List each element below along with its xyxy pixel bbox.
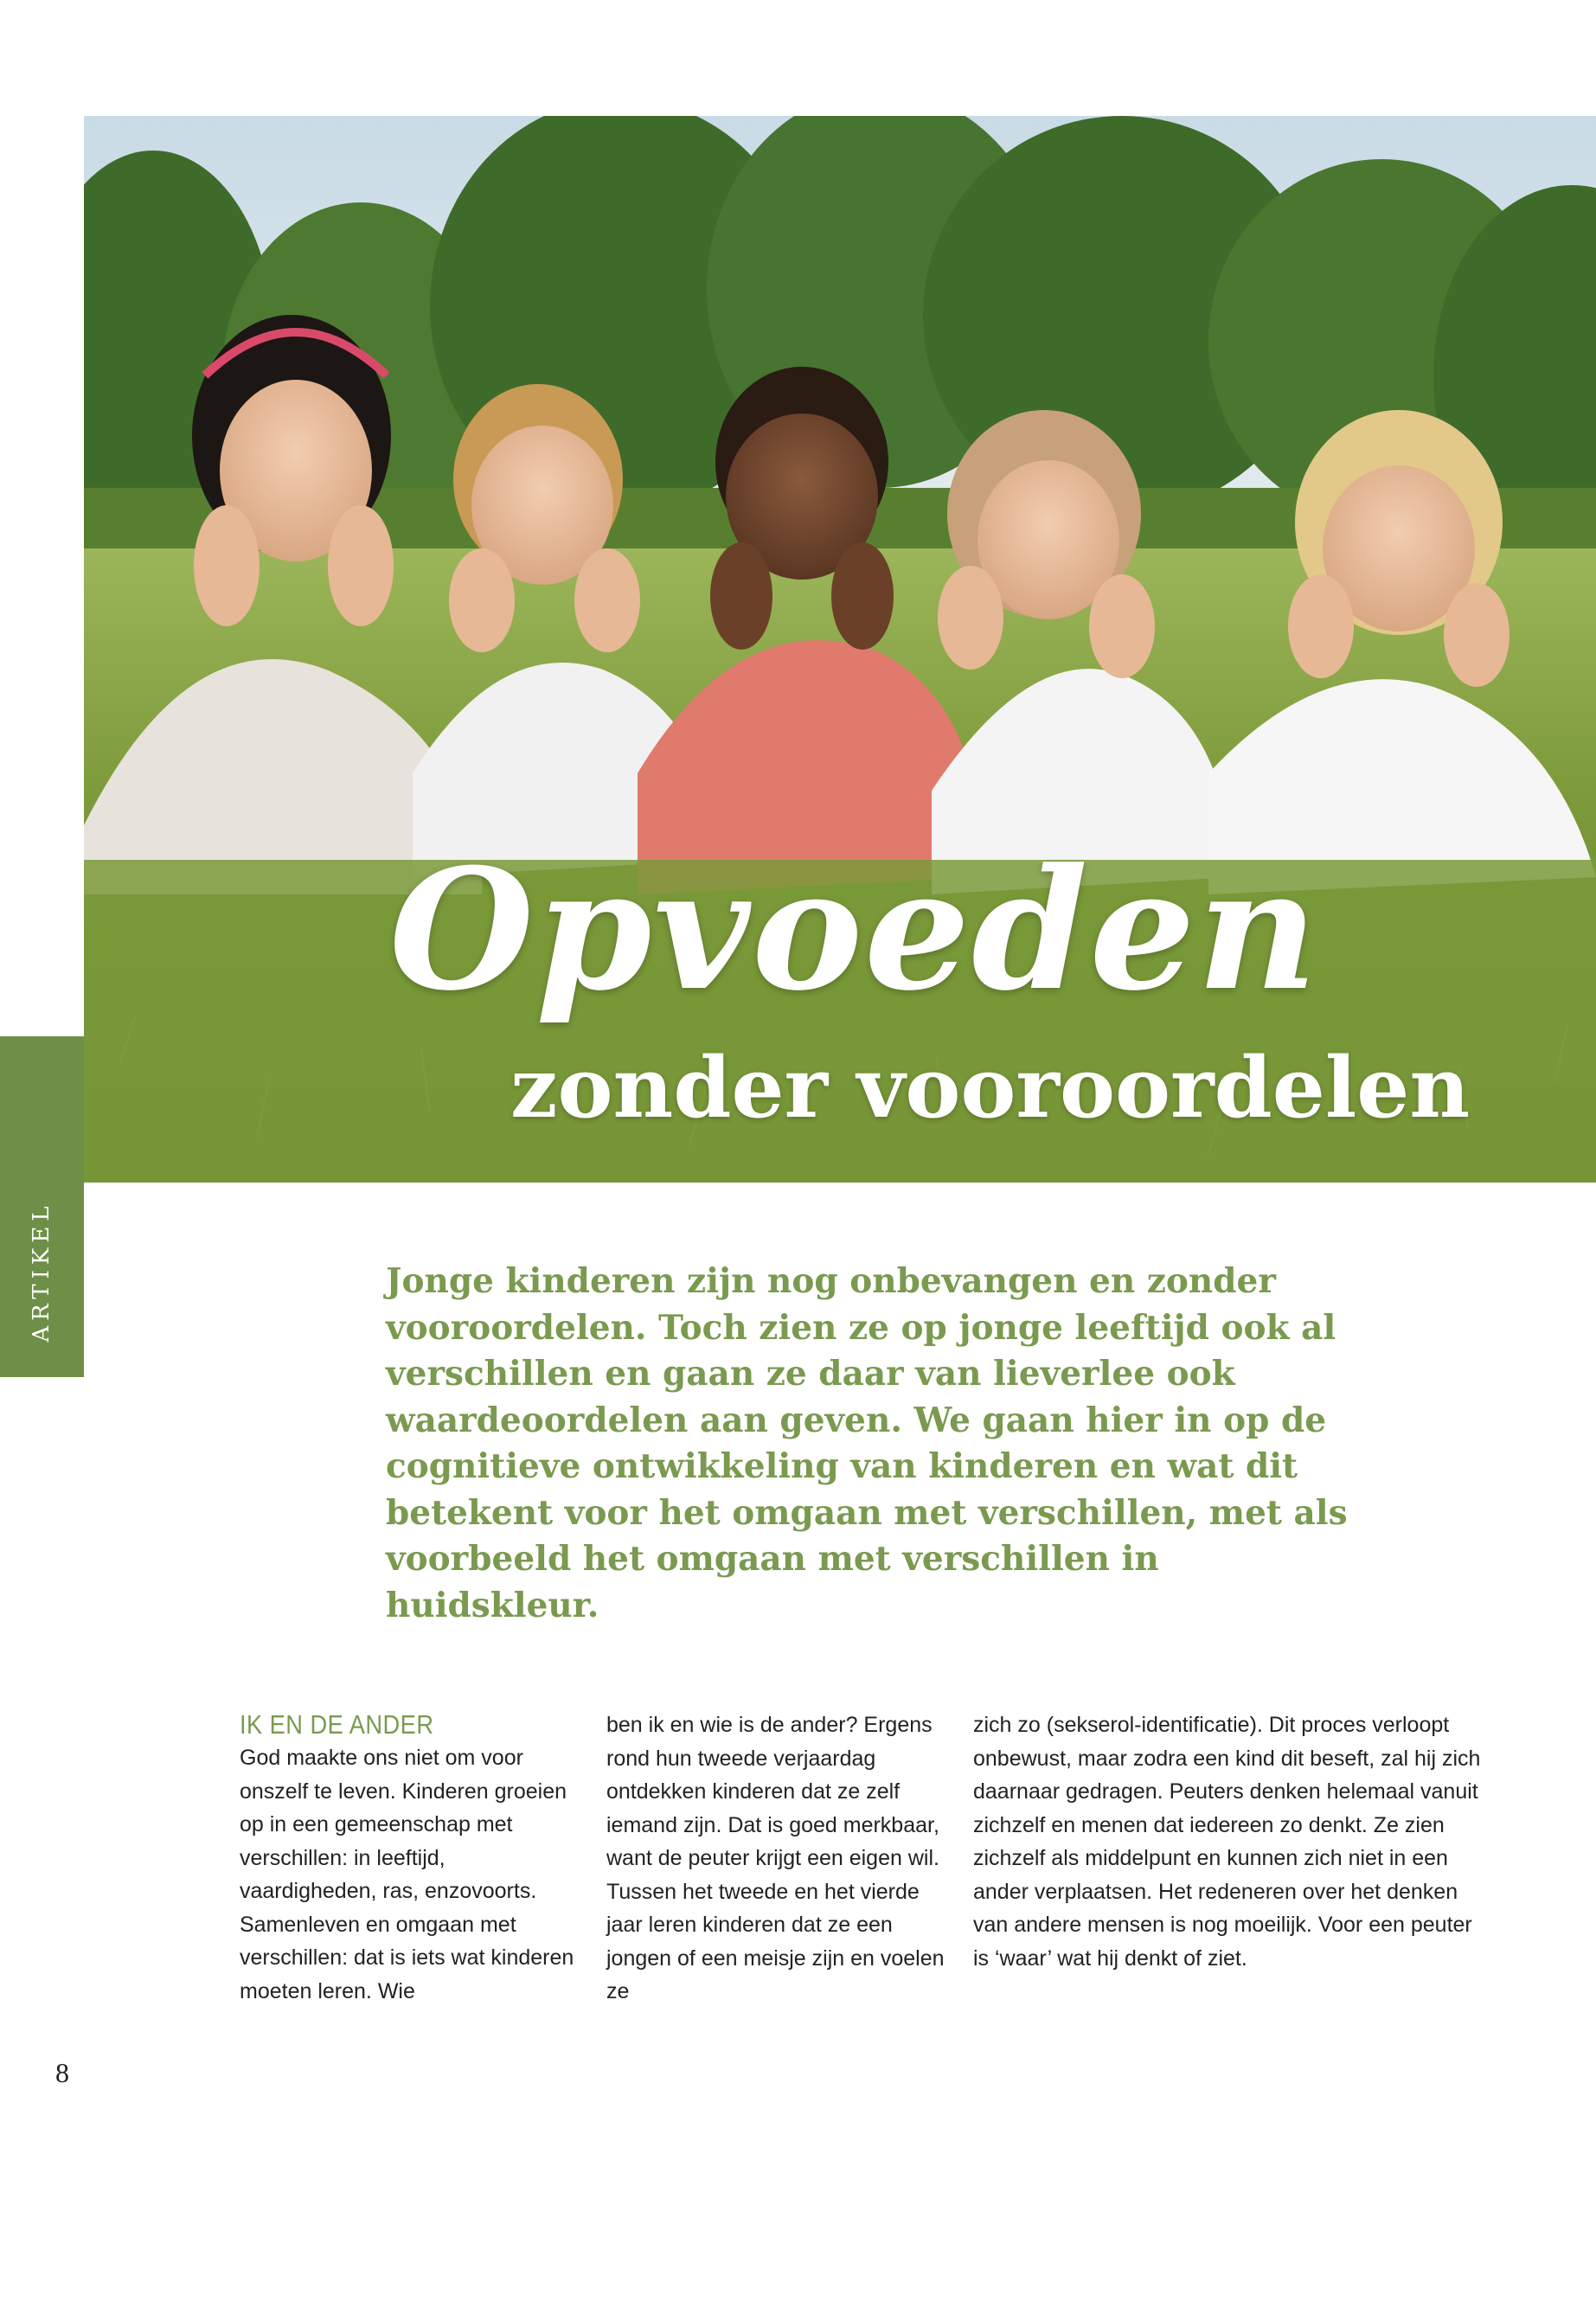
body-text-2: ben ik en wie is de ander? Ergens rond hun tweede verjaardag ontdekken kinderen dat ze zelf iemand zijn. Dat is goed merkbaar, want de peuter krijgt een eigen wil. Tussen het tweede en het vierde jaar leren kinderen dat ze een jongen of een meisje zijn en voelen ze <box>606 1713 945 2003</box>
body-column-3 <box>973 1708 1484 1975</box>
page-number: 8 <box>55 2057 69 2088</box>
body-text-3: zich zo (sekserol-identificatie). Dit proces verloopt onbewust, maar zodra een kind dit beseft, zal hij zich daarnaar gedragen. Peuters denken helemaal vanuit zichzelf en menen dat iedereen zo denkt. Ze zien zichzelf als middelpunt en kunnen zich niet in een ander verplaatsen. Het redeneren over het denken van andere mensen is nog moeilijk. Voor een peuter is ‘waar’ wat hij denkt of ziet. <box>973 1713 1481 1971</box>
intro-paragraph: Jonge kinderen zijn nog onbevangen en zonder vooroordelen. Toch zien ze op jonge leeftijd ook al verschillen en gaan ze daar van lieverlee ook waardeoordelen aan geven. We gaan hier in op de cognitieve ontwikkeling van kinderen en wat dit betekent voor het omgaan met verschillen, met als voorbeeld het omgaan met verschillen in huidskleur. <box>386 1261 1348 1625</box>
hero-photo <box>84 116 1596 1183</box>
section-heading: IK EN DE ANDER <box>240 1709 434 1740</box>
body-column-1 <box>240 1708 586 2008</box>
title-sub: zonder vooroordelen <box>510 1039 1471 1137</box>
body-column-2 <box>606 1708 952 2009</box>
side-tab-label: ARTIKEL <box>29 1201 54 1343</box>
title-main: Opvoeden <box>389 833 1320 1028</box>
body-text-1: God maakte ons niet om voor onszelf te leven. Kinderen groeien op in een gemeenschap met verschillen: in leeftijd, vaardigheden, ras, enzovoorts. Samenleven en omgaan met verschillen: dat is iets wat kinderen moeten leren. Wie <box>240 1746 574 2003</box>
